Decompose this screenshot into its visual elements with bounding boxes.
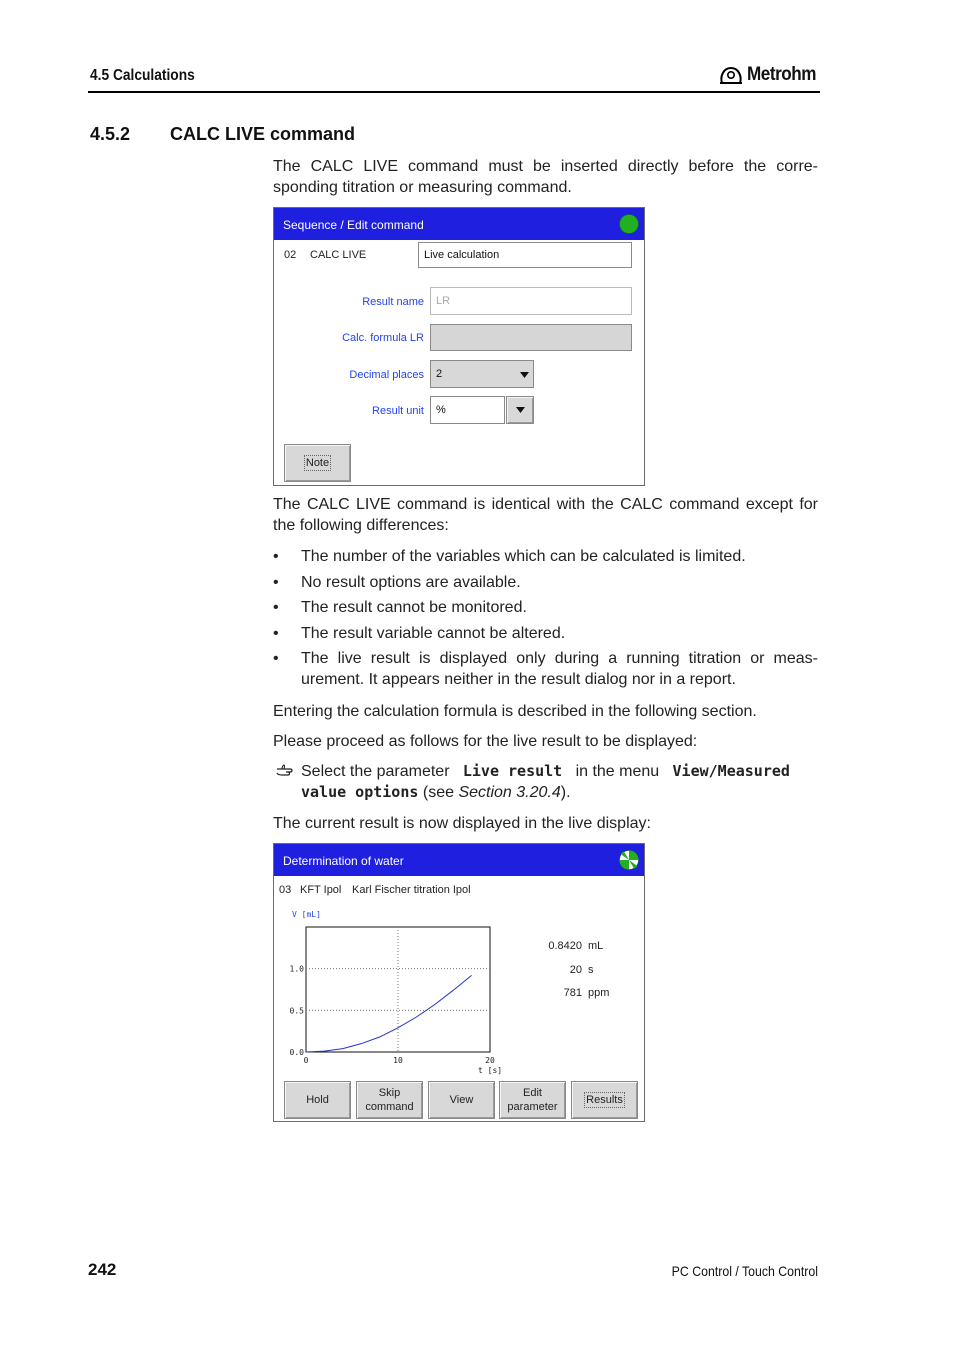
results-button[interactable] xyxy=(571,1081,638,1119)
dropdown-arrow-icon xyxy=(520,372,529,378)
decimal-places-select[interactable] xyxy=(430,360,534,388)
brand-name: Metrohm xyxy=(747,64,817,85)
y-tick-label: 0.5 xyxy=(289,1006,304,1016)
view-button[interactable]: View xyxy=(428,1081,495,1119)
command-name: KFT Ipol xyxy=(300,884,342,896)
list-item: • The live result is displayed only during a running titration or meas-urement. It appears neither in the result dialog nor in a report. xyxy=(273,648,818,690)
current-paragraph: The current result is now displayed in the live display: xyxy=(273,815,651,832)
brand-logo xyxy=(719,64,824,86)
metrohm-logo-icon xyxy=(719,65,743,85)
command-number: 02 xyxy=(284,249,297,261)
live-display-window xyxy=(273,843,645,1122)
running-header-section: 4.5 Calculations xyxy=(90,67,195,84)
readout-volume: 0.8420 mL xyxy=(548,940,604,952)
window-titlebar xyxy=(274,844,644,876)
note-button-label: Note xyxy=(305,457,330,469)
footer-product: PC Control / Touch Control xyxy=(671,1263,818,1279)
list-item: • The result cannot be monitored. xyxy=(273,597,818,618)
y-axis-label: V [mL] xyxy=(292,910,321,919)
list-item: • The number of the variables which can be calculated is limited. xyxy=(273,546,818,567)
note-button[interactable] xyxy=(284,444,351,482)
command-number: 03 xyxy=(279,884,292,896)
x-tick-label: 0 xyxy=(303,1056,309,1065)
window-title: Sequence / Edit command xyxy=(283,218,424,232)
hold-button[interactable]: Hold xyxy=(284,1081,351,1119)
readout-live-result: 781 ppm xyxy=(563,987,610,999)
result-unit-dropdown-button[interactable] xyxy=(506,396,534,424)
formula-paragraph: Entering the calculation formula is described in the following section. xyxy=(273,703,757,720)
command-description: Karl Fischer titration Ipol xyxy=(352,884,471,896)
section-title: CALC LIVE command xyxy=(170,124,356,144)
command-name: CALC LIVE xyxy=(310,249,367,261)
page-number: 242 xyxy=(88,1260,117,1279)
instruction-step: Select the parameter Live result in the menu View/Measured value options (see Section 3.20.4). xyxy=(301,762,790,801)
x-axis-label: t [s] xyxy=(478,1066,503,1075)
result-name-input[interactable]: LR xyxy=(430,287,632,315)
header-rule xyxy=(88,91,820,93)
calc-formula-input[interactable] xyxy=(430,324,632,351)
decimal-places-value: 2 xyxy=(436,368,443,380)
result-name-label: Result name xyxy=(362,296,424,308)
list-item: • No result options are available. xyxy=(273,572,818,593)
command-label-input[interactable]: Live calculation xyxy=(418,242,632,268)
results-button-label: Results xyxy=(586,1094,623,1106)
decimal-places-label: Decimal places xyxy=(349,369,424,381)
status-indicator-icon xyxy=(619,214,639,234)
titration-curve-chart xyxy=(274,902,514,1082)
skip-command-button[interactable]: Skip command xyxy=(356,1081,423,1119)
live-readouts xyxy=(536,940,624,1011)
y-tick-label: 1.0 xyxy=(289,964,304,974)
readout-time: 20 s xyxy=(569,963,594,976)
intro-paragraph: The CALC LIVE command must be inserted directly before the corre-sponding titration or measuring command. xyxy=(273,158,818,196)
section-number: 4.5.2 xyxy=(90,124,131,144)
result-unit-input[interactable]: % xyxy=(430,396,505,424)
x-tick-label: 10 xyxy=(393,1056,403,1065)
differences-list xyxy=(273,546,818,695)
window-titlebar xyxy=(274,208,644,240)
x-tick-label: 20 xyxy=(485,1056,495,1065)
y-tick-label: 0.0 xyxy=(289,1048,304,1057)
edit-parameter-button[interactable]: Edit parameter xyxy=(499,1081,566,1119)
result-unit-label: Result unit xyxy=(372,405,424,417)
pointing-hand-icon xyxy=(276,764,298,783)
list-item: • The result variable cannot be altered. xyxy=(273,623,818,644)
window-title: Determination of water xyxy=(283,854,404,868)
compare-paragraph: The CALC LIVE command is identical with the CALC command except for the following differences: xyxy=(273,496,818,534)
dropdown-arrow-icon xyxy=(516,407,525,413)
calc-formula-label: Calc. formula LR xyxy=(342,332,424,344)
proceed-paragraph: Please proceed as follows for the live result to be displayed: xyxy=(273,733,698,750)
edit-command-window xyxy=(273,207,645,486)
running-status-icon xyxy=(619,850,639,870)
